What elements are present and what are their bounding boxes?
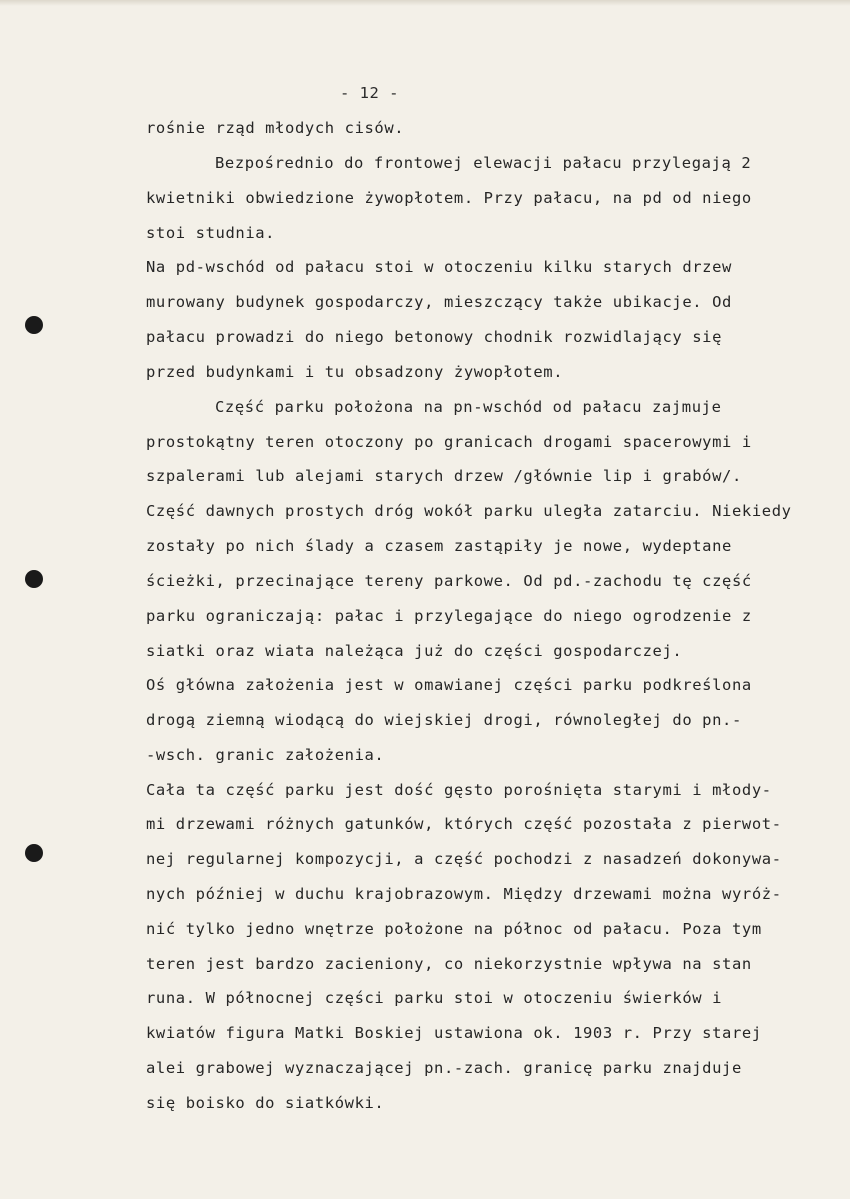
text-line-28: alei grabowej wyznaczającej pn.-zach. granicę parku znajduje: [146, 1059, 742, 1077]
text-line-20: Cała ta część parku jest dość gęsto porośnięta starymi i młody-: [146, 781, 772, 799]
text-line-3: kwietniki obwiedzione żywopłotem. Przy pałacu, na pd od niego: [146, 189, 752, 207]
text-line-10: prostokątny teren otoczony po granicach drogami spacerowymi i: [146, 433, 752, 451]
text-line-21: mi drzewami różnych gatunków, których część pozostała z pierwot-: [146, 815, 782, 833]
text-line-2: Bezpośrednio do frontowej elewacji pałacu przylegają 2: [215, 154, 752, 172]
punch-hole-middle: [25, 570, 43, 588]
text-line-8: przed budynkami i tu obsadzony żywopłotem.: [146, 363, 564, 381]
text-line-16: siatki oraz wiata należąca już do części gospodarczej.: [146, 642, 683, 660]
text-line-6: murowany budynek gospodarczy, mieszczący także ubikacje. Od: [146, 293, 732, 311]
text-line-27: kwiatów figura Matki Boskiej ustawiona ok. 1903 r. Przy starej: [146, 1024, 762, 1042]
text-line-18: drogą ziemną wiodącą do wiejskiej drogi, równoległej do pn.-: [146, 711, 742, 729]
text-line-13: zostały po nich ślady a czasem zastąpiły je nowe, wydeptane: [146, 537, 732, 555]
text-line-12: Część dawnych prostych dróg wokół parku uległa zatarciu. Niekiedy: [146, 502, 792, 520]
text-line-17: Oś główna założenia jest w omawianej części parku podkreślona: [146, 676, 752, 694]
text-line-29: się boisko do siatkówki.: [146, 1094, 385, 1112]
text-line-23: nych później w duchu krajobrazowym. Między drzewami można wyróż-: [146, 885, 782, 903]
text-line-22: nej regularnej kompozycji, a część pochodzi z nasadzeń dokonywa-: [146, 850, 782, 868]
text-line-9: Część parku położona na pn-wschód od pałacu zajmuje: [215, 398, 722, 416]
text-line-5: Na pd-wschód od pałacu stoi w otoczeniu kilku starych drzew: [146, 258, 732, 276]
text-line-19: -wsch. granic założenia.: [146, 746, 385, 764]
text-line-11: szpalerami lub alejami starych drzew /głównie lip i grabów/.: [146, 467, 742, 485]
punch-hole-top: [25, 316, 43, 334]
text-line-7: pałacu prowadzi do niego betonowy chodnik rozwidlający się: [146, 328, 723, 346]
text-line-14: ścieżki, przecinające tereny parkowe. Od pd.-zachodu tę część: [146, 572, 752, 590]
punch-hole-bottom: [25, 844, 43, 862]
text-line-15: parku ograniczają: pałac i przylegające do niego ogrodzenie z: [146, 607, 752, 625]
page-number: - 12 -: [340, 84, 399, 102]
text-line-4: stoi studnia.: [146, 224, 276, 242]
text-line-1: rośnie rząd młodych cisów.: [146, 119, 405, 137]
text-line-25: teren jest bardzo zacieniony, co niekorzystnie wpływa na stan: [146, 955, 752, 973]
text-line-24: nić tylko jedno wnętrze położone na północ od pałacu. Poza tym: [146, 920, 762, 938]
text-line-26: runa. W północnej części parku stoi w otoczeniu świerków i: [146, 989, 723, 1007]
